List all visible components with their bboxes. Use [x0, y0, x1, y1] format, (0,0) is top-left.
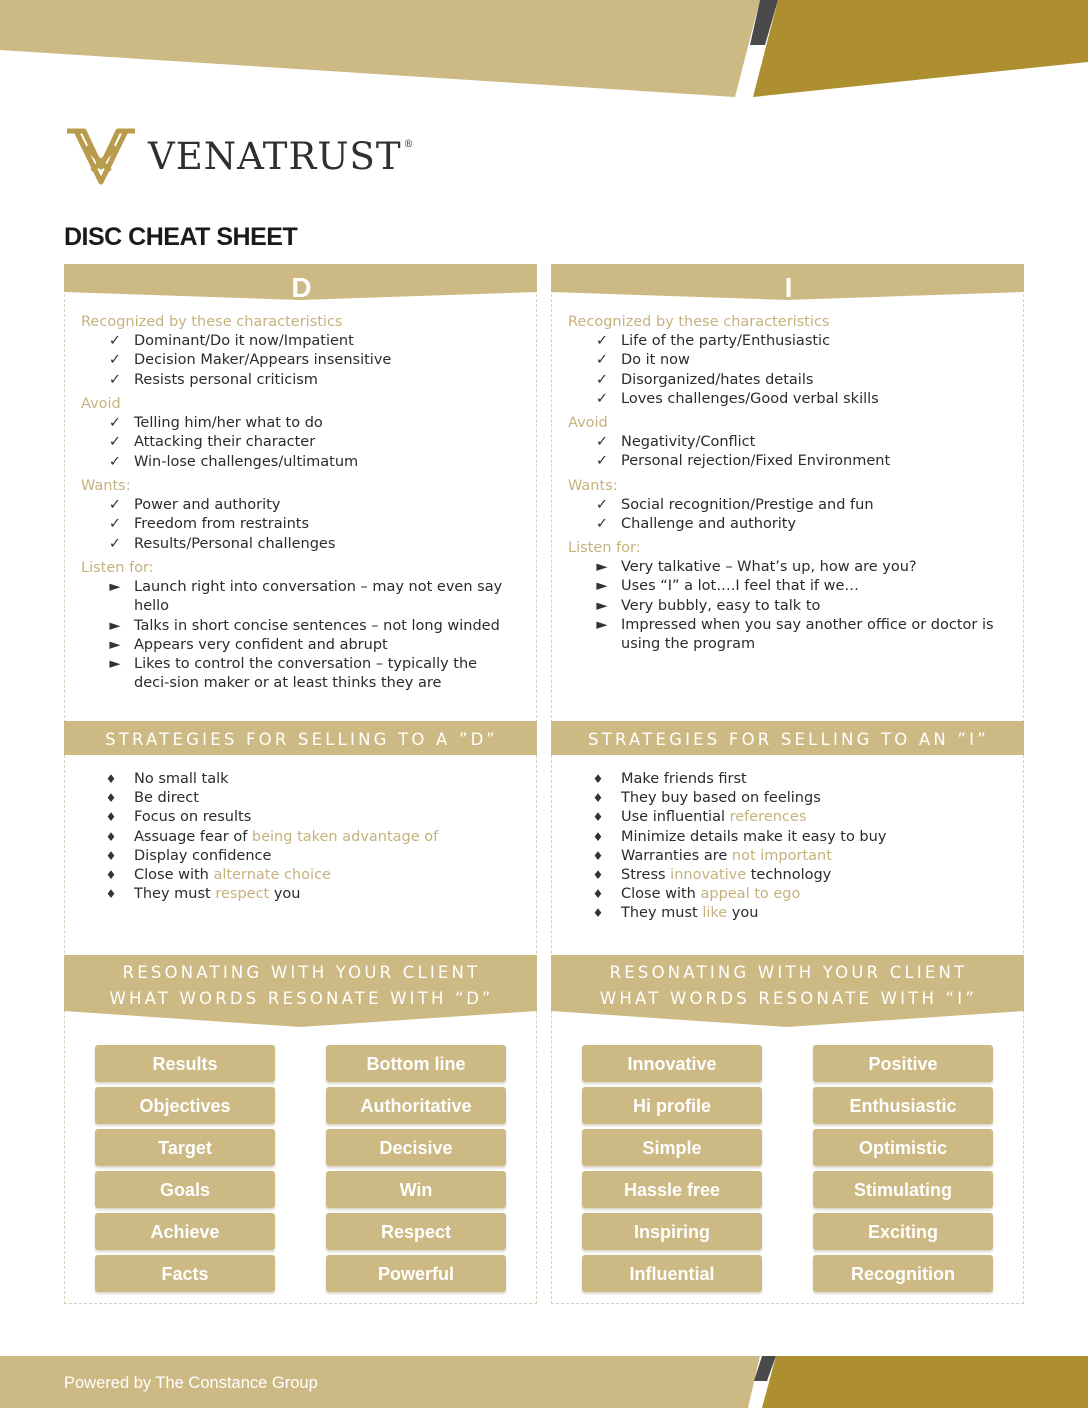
list-item: ► Very bubbly, easy to talk to: [568, 597, 995, 616]
diamond-bullet-icon: ♦: [592, 868, 604, 883]
diamond-bullet-icon: ♦: [592, 906, 604, 921]
checkmark-icon: ✓: [108, 516, 122, 533]
word-chip-hi-profile: Hi profile: [582, 1087, 762, 1124]
i-recognized-section: [568, 313, 1013, 409]
list-item: ✓ Life of the party/Enthusiastic: [568, 332, 1013, 351]
section-label: Avoid: [568, 415, 608, 431]
list-item: ♦ Warranties are not important: [568, 847, 1013, 866]
diamond-bullet-icon: ♦: [105, 887, 117, 902]
diamond-bullet-icon: ♦: [105, 772, 117, 786]
diamond-bullet-icon: ♦: [105, 848, 117, 863]
list-item: ✓ Attacking their character: [81, 433, 526, 452]
list-item: ► Appears very confident and abrupt: [81, 636, 508, 655]
list-item: ► Uses “I” a lot….I feel that if we…: [568, 577, 995, 596]
checkmark-icon: ✓: [108, 434, 122, 451]
list-item: ♦ Be direct: [81, 789, 526, 808]
arrow-right-icon: ►: [596, 578, 608, 595]
list-item: ♦ Assuage fear of being taken advantage of: [81, 828, 526, 847]
word-chip-innovative: Innovative: [582, 1045, 762, 1082]
list-item: ♦ Minimize details make it easy to buy: [568, 828, 1013, 847]
word-chip-decisive: Decisive: [326, 1129, 506, 1166]
word-chip-stimulating: Stimulating: [813, 1171, 993, 1208]
checkmark-icon: ✓: [108, 453, 122, 470]
section-label: Recognized by these characteristics: [568, 314, 830, 330]
checkmark-icon: ✓: [108, 497, 122, 514]
venatrust-logo: [64, 126, 415, 186]
word-chip-enthusiastic: Enthusiastic: [813, 1087, 993, 1124]
list-item: ✓ Social recognition/Prestige and fun: [568, 496, 1013, 515]
list-item: ♦ Close with appeal to ego: [568, 885, 1013, 904]
i-avoid-section: [568, 414, 1013, 472]
diamond-bullet-icon: ♦: [592, 791, 604, 806]
checkmark-icon: ✓: [595, 371, 609, 388]
list-item: ♦ Use influential references: [568, 808, 1013, 827]
list-item: ♦ They must like you: [568, 904, 1013, 923]
list-item: ✓ Win-lose challenges/ultimatum: [81, 453, 526, 472]
column-i-letter: I: [784, 272, 793, 303]
list-item: ♦ Stress innovative technology: [568, 866, 1013, 885]
diamond-bullet-icon: ♦: [592, 772, 604, 786]
list-item: ✓ Decision Maker/Appears insensitive: [81, 351, 526, 370]
arrow-right-icon: ►: [596, 559, 608, 576]
section-label: Avoid: [81, 396, 121, 412]
word-chip-respect: Respect: [326, 1213, 506, 1250]
word-chip-optimistic: Optimistic: [813, 1129, 993, 1166]
list-item: ✓ Disorganized/hates details: [568, 371, 1013, 390]
d-resonating-subtitle: WHAT WORDS RESONATE WITH “D”: [109, 989, 494, 1008]
section-label: Wants:: [568, 478, 618, 494]
diamond-bullet-icon: ♦: [592, 848, 604, 863]
list-item: ✓ Challenge and authority: [568, 515, 1013, 534]
checkmark-icon: ✓: [595, 352, 609, 369]
brand-name: VENATRUST ®: [148, 134, 415, 178]
section-label: Listen for:: [81, 560, 154, 576]
diamond-bullet-icon: ♦: [105, 791, 117, 806]
word-chip-achieve: Achieve: [95, 1213, 275, 1250]
arrow-right-icon: ►: [109, 579, 121, 596]
word-chip-exciting: Exciting: [813, 1213, 993, 1250]
column-d: [64, 264, 537, 1304]
word-chip-facts: Facts: [95, 1255, 275, 1292]
list-item: ► Very talkative – What’s up, how are you?: [568, 558, 995, 577]
checkmark-icon: ✓: [595, 390, 609, 407]
diamond-bullet-icon: ♦: [105, 829, 117, 844]
section-label: Listen for:: [568, 540, 641, 556]
i-resonating-subtitle: WHAT WORDS RESONATE WITH “I”: [599, 989, 978, 1008]
list-item: ✓ Personal rejection/Fixed Environment: [568, 452, 1013, 471]
column-i: [551, 264, 1024, 1304]
arrow-right-icon: ►: [109, 636, 121, 653]
diamond-bullet-icon: ♦: [592, 829, 604, 844]
i-strategies-list: [568, 770, 1013, 924]
diamond-bullet-icon: ♦: [592, 810, 604, 825]
arrow-right-icon: ►: [109, 656, 121, 673]
diamond-bullet-icon: ♦: [105, 868, 117, 883]
section-label: Wants:: [81, 478, 131, 494]
checkmark-icon: ✓: [595, 497, 609, 514]
word-chip-goals: Goals: [95, 1171, 275, 1208]
word-chip-objectives: Objectives: [95, 1087, 275, 1124]
checkmark-icon: ✓: [595, 434, 609, 451]
list-item: ✓ Freedom from restraints: [81, 515, 526, 534]
checkmark-icon: ✓: [595, 453, 609, 470]
list-item: ♦ Close with alternate choice: [81, 866, 526, 885]
section-label: Recognized by these characteristics: [81, 314, 343, 330]
i-resonating-title: RESONATING WITH YOUR CLIENT: [609, 963, 968, 982]
word-chip-positive: Positive: [813, 1045, 993, 1082]
list-item: ♦ Display confidence: [81, 847, 526, 866]
arrow-right-icon: ►: [596, 616, 608, 633]
d-resonating-title: RESONATING WITH YOUR CLIENT: [122, 963, 481, 982]
checkmark-icon: ✓: [108, 415, 122, 432]
list-item: ✓ Dominant/Do it now/Impatient: [81, 332, 526, 351]
list-item: ✓ Loves challenges/Good verbal skills: [568, 390, 1013, 409]
list-item: ✓ Do it now: [568, 351, 1013, 370]
d-listen-section: [81, 559, 508, 693]
i-listen-section: [568, 539, 995, 654]
checkmark-icon: ✓: [108, 371, 122, 388]
footer-credit: Powered by The Constance Group: [64, 1374, 318, 1392]
checkmark-icon: ✓: [108, 352, 122, 369]
arrow-right-icon: ►: [596, 597, 608, 614]
top-banner: [0, 0, 1088, 100]
word-chip-bottom-line: Bottom line: [326, 1045, 506, 1082]
list-item: ♦ No small talk: [81, 770, 526, 789]
word-chip-simple: Simple: [582, 1129, 762, 1166]
list-item: ♦ Focus on results: [81, 808, 526, 827]
list-item: ✓ Resists personal criticism: [81, 371, 526, 390]
list-item: ♦ Make friends first: [568, 770, 1013, 789]
list-item: ► Talks in short concise sentences – not long winded: [81, 617, 508, 636]
diamond-bullet-icon: ♦: [105, 810, 117, 825]
column-d-letter: D: [291, 272, 312, 303]
list-item: ♦ They must respect you: [81, 885, 526, 904]
word-chip-recognition: Recognition: [813, 1255, 993, 1292]
d-strategies-title: STRATEGIES FOR SELLING TO A ”D”: [105, 730, 498, 749]
list-item: ♦ They buy based on feelings: [568, 789, 1013, 808]
checkmark-icon: ✓: [595, 516, 609, 533]
checkmark-icon: ✓: [595, 333, 609, 350]
word-chip-powerful: Powerful: [326, 1255, 506, 1292]
word-chip-target: Target: [95, 1129, 275, 1166]
list-item: ► Likes to control the conversation – typically the deci-sion maker or at least thinks they are: [81, 655, 508, 693]
list-item: ► Impressed when you say another office or doctor is using the program: [568, 616, 995, 654]
word-chip-hassle-free: Hassle free: [582, 1171, 762, 1208]
venatrust-shield-logo-icon: [64, 127, 138, 185]
word-chip-authoritative: Authoritative: [326, 1087, 506, 1124]
list-item: ✓ Power and authority: [81, 496, 526, 515]
page-title: DISC CHEAT SHEET: [64, 223, 298, 251]
word-chip-win: Win: [326, 1171, 506, 1208]
checkmark-icon: ✓: [108, 333, 122, 350]
d-wants-section: [81, 477, 526, 554]
list-item: ✓ Negativity/Conflict: [568, 433, 1013, 452]
diamond-bullet-icon: ♦: [592, 887, 604, 902]
word-chip-inspiring: Inspiring: [582, 1213, 762, 1250]
word-chip-results: Results: [95, 1045, 275, 1082]
list-item: ✓ Telling him/her what to do: [81, 414, 526, 433]
list-item: ✓ Results/Personal challenges: [81, 535, 526, 554]
checkmark-icon: ✓: [108, 535, 122, 552]
i-wants-section: [568, 477, 1013, 535]
word-chip-influential: Influential: [582, 1255, 762, 1292]
arrow-right-icon: ►: [109, 617, 121, 634]
d-avoid-section: [81, 395, 526, 472]
list-item: ► Launch right into conversation – may not even say hello: [81, 578, 508, 616]
i-strategies-title: STRATEGIES FOR SELLING TO AN ”I”: [588, 730, 989, 749]
d-recognized-section: [81, 313, 526, 390]
d-strategies-list: [81, 770, 526, 904]
